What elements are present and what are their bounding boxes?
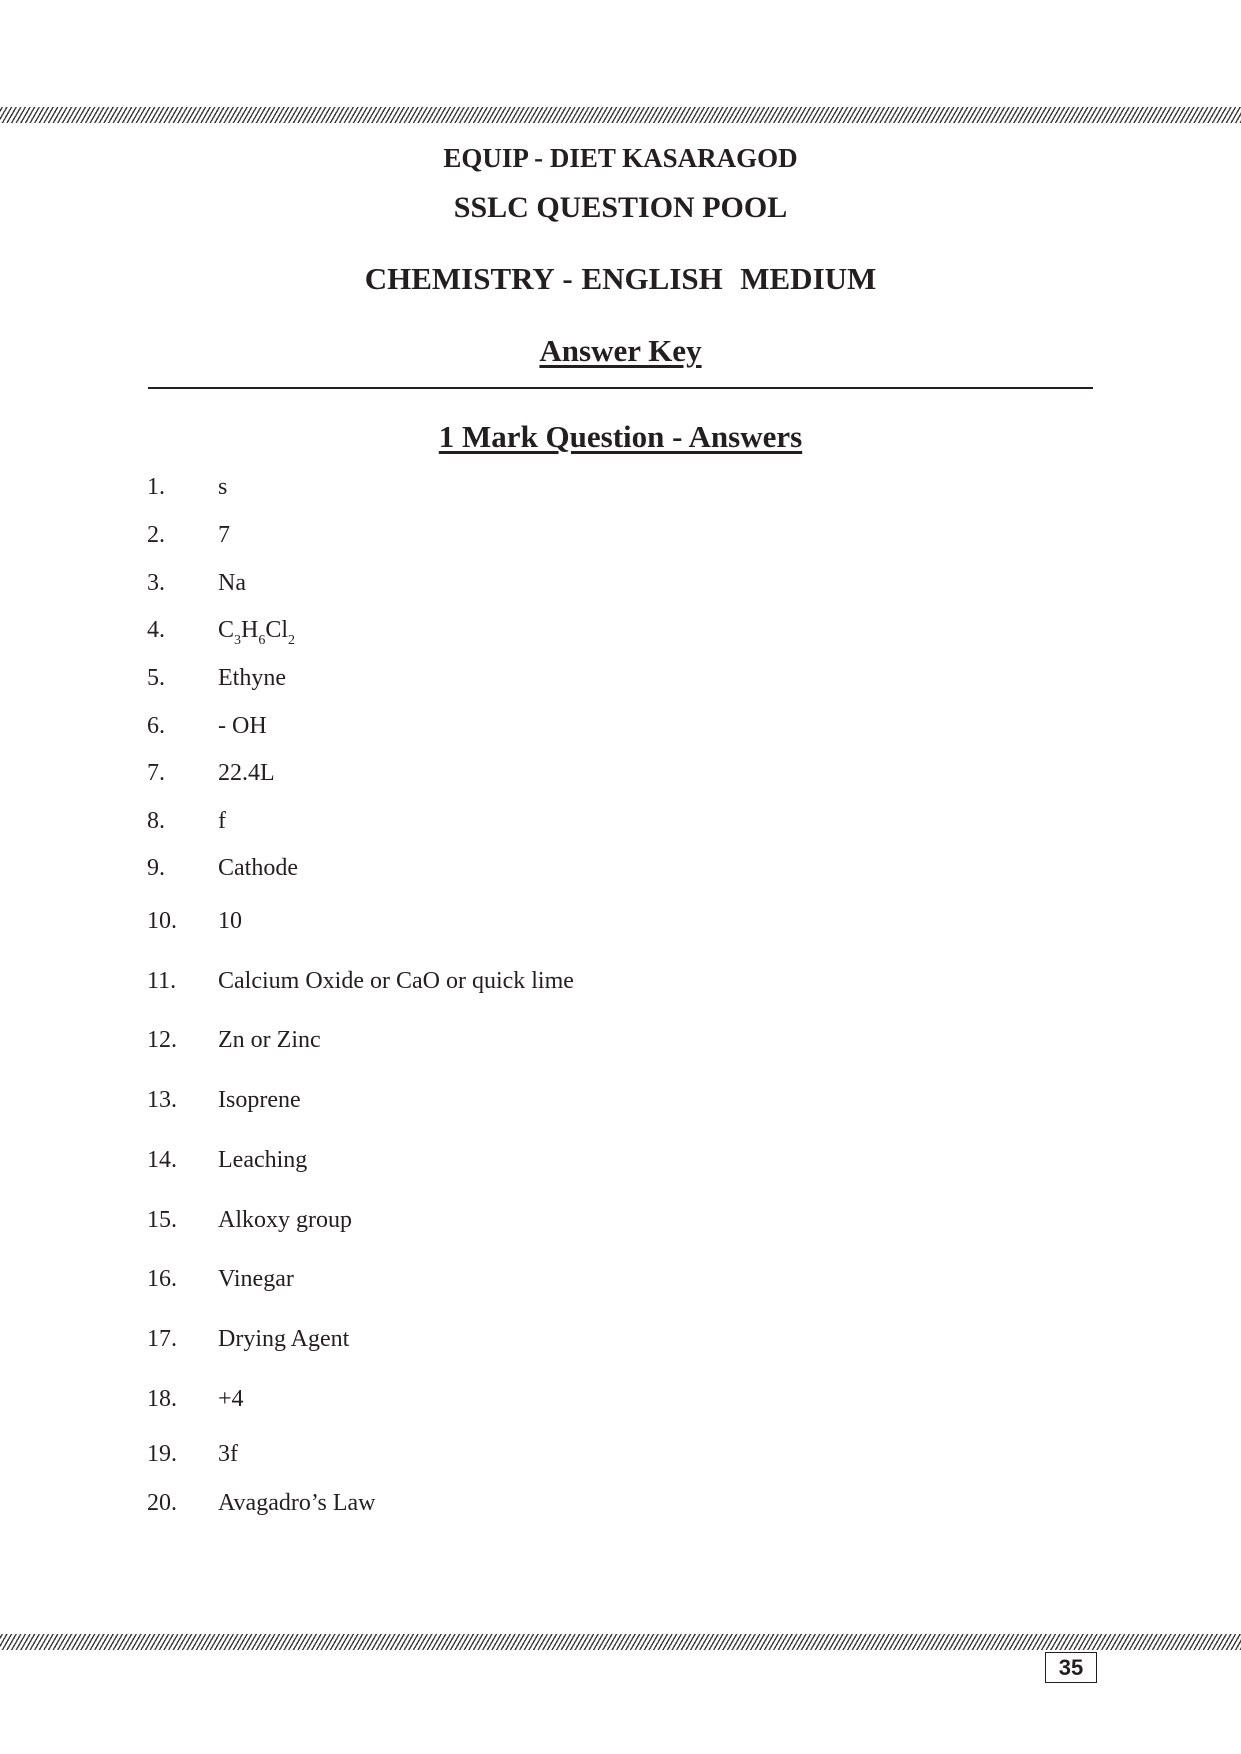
answer-number: 19.: [147, 1441, 177, 1467]
answer-number: 2.: [147, 522, 165, 548]
answer-number: 16.: [147, 1266, 177, 1292]
answer-text: - OH: [218, 713, 267, 739]
answer-text: 7: [218, 522, 230, 548]
answer-text: Zn or Zinc: [218, 1027, 321, 1053]
answer-text: Cathode: [218, 855, 298, 881]
answer-number: 11.: [147, 968, 177, 994]
answer-item: [0, 1324, 1241, 1354]
subject-title: CHEMISTRY - ENGLISH MEDIUM: [364, 261, 877, 296]
answer-item: [0, 472, 1241, 502]
section-heading: 1 Mark Question - Answers: [438, 419, 803, 454]
answer-item: [0, 966, 1241, 996]
answer-item: [0, 1384, 1241, 1414]
answer-item: [0, 1264, 1241, 1294]
answer-item: [0, 853, 1241, 883]
answer-text: Isoprene: [218, 1087, 301, 1113]
answer-number: 7.: [147, 760, 165, 786]
answer-item: [0, 806, 1241, 836]
answer-number: 15.: [147, 1207, 177, 1233]
answer-number: 17.: [147, 1326, 177, 1352]
answer-item: [0, 758, 1241, 788]
answer-text: f: [218, 808, 226, 834]
answer-text: 10: [218, 908, 242, 934]
answer-number: 18.: [147, 1386, 177, 1412]
answer-number: 10.: [147, 908, 177, 934]
page-number: 35: [1045, 1652, 1097, 1683]
answer-text: Alkoxy group: [218, 1207, 352, 1233]
answer-item: [0, 1205, 1241, 1235]
answer-text: Drying Agent: [218, 1326, 350, 1352]
answer-number: 1.: [147, 474, 165, 500]
answer-text: Leaching: [218, 1147, 308, 1173]
answer-key-heading: Answer Key: [539, 333, 702, 368]
answer-text: 22.4L: [218, 760, 275, 786]
answer-item: [0, 711, 1241, 741]
answer-item: [0, 1439, 1241, 1469]
answer-item: [0, 568, 1241, 598]
answer-number: 20.: [147, 1490, 177, 1516]
answer-number: 5.: [147, 665, 165, 691]
answer-text: Avagadro’s Law: [218, 1490, 376, 1516]
answer-text: s: [218, 474, 228, 500]
answer-number: 9.: [147, 855, 165, 881]
answer-text: Calcium Oxide or CaO or quick lime: [218, 968, 574, 994]
question-pool-title: SSLC QUESTION POOL: [453, 191, 788, 224]
answer-item: [0, 1025, 1241, 1055]
organization-title: EQUIP - DIET KASARAGOD: [443, 143, 798, 173]
answer-item: [0, 663, 1241, 693]
answer-text: 3f: [218, 1441, 238, 1467]
answer-number: 4.: [147, 617, 165, 643]
answer-item: [0, 615, 1241, 648]
answer-number: 6.: [147, 713, 165, 739]
answer-item: [0, 1085, 1241, 1115]
answer-formula: $C_3H_6Cl_2$: [218, 617, 296, 648]
answer-number: 14.: [147, 1147, 177, 1173]
answer-text: +4: [218, 1386, 244, 1412]
answer-item: [0, 906, 1241, 936]
answer-text: Ethyne: [218, 665, 286, 691]
answer-item: [0, 1488, 1241, 1518]
answer-number: 8.: [147, 808, 165, 834]
bottom-hatched-border: [0, 1634, 1241, 1650]
answer-item: [0, 520, 1241, 550]
answer-text: Na: [218, 570, 246, 596]
answer-text: Vinegar: [218, 1266, 294, 1292]
answer-number: 12.: [147, 1027, 177, 1053]
answer-number: 3.: [147, 570, 165, 596]
answer-number: 13.: [147, 1087, 177, 1113]
answer-item: [0, 1145, 1241, 1175]
